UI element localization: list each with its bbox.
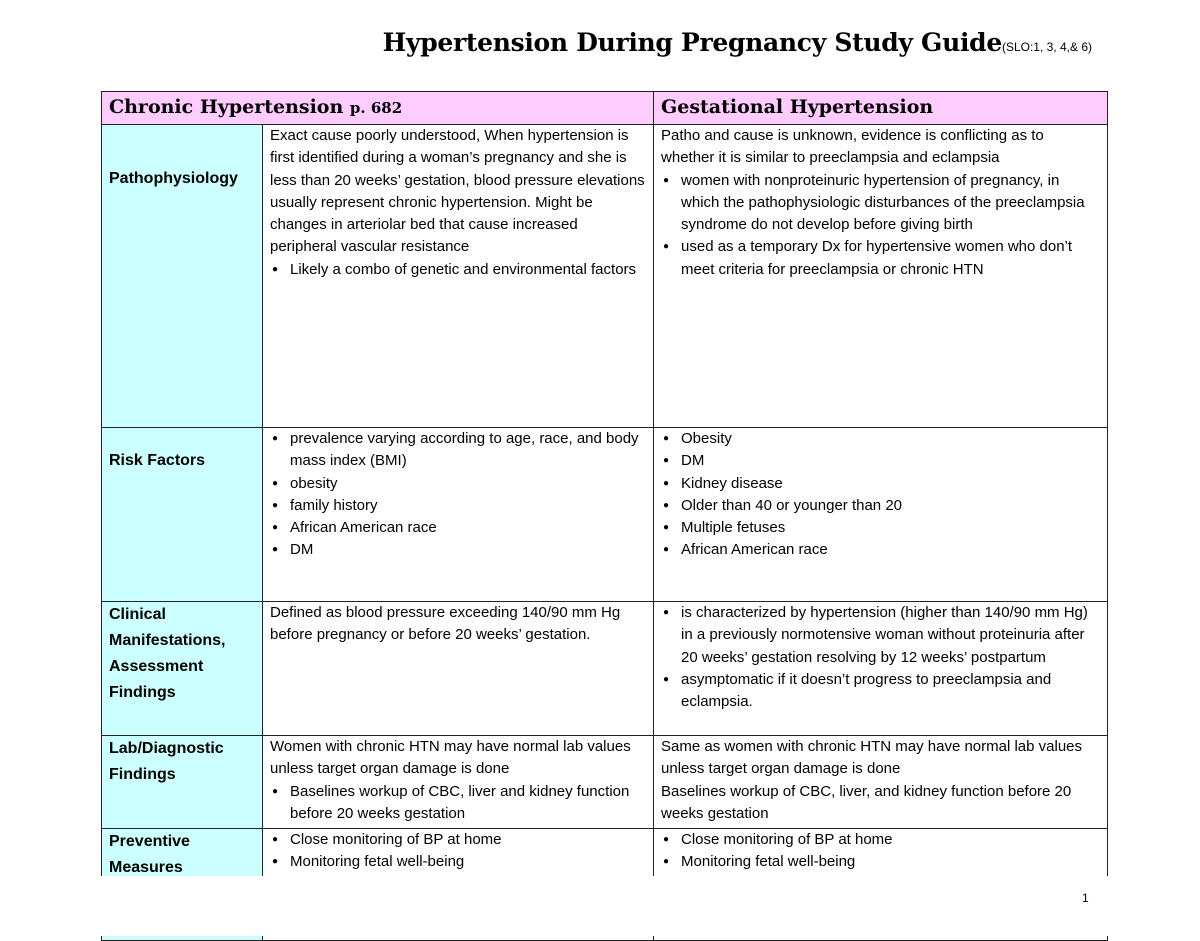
- page-number: 1: [1082, 891, 1089, 905]
- cell-chronic-clinical: [263, 602, 654, 736]
- page-bottom-margin: [101, 876, 1108, 936]
- list-item: ● prevalence varying according to age, race, and body mass index (BMI): [290, 428, 647, 473]
- list-item: ● Monitoring fetal well-being: [290, 851, 647, 873]
- list-item: ● Multiple fetuses: [681, 517, 1101, 539]
- header-chronic: Chronic Hypertension p. 682: [102, 92, 654, 125]
- list-item: ● Obesity: [681, 428, 1101, 450]
- list-item: ● Likely a combo of genetic and environmental factors: [290, 259, 647, 281]
- title-main: Hypertension During Pregnancy Study Guide: [382, 28, 1002, 57]
- list-item: ● Close monitoring of BP at home: [681, 829, 1101, 851]
- list-item: ● Older than 40 or younger than 20: [681, 495, 1101, 517]
- cell-chronic-patho: [263, 125, 654, 428]
- chronic-lab-text: Women with chronic HTN may have normal lab values unless target organ damage is done: [270, 738, 631, 778]
- cell-chronic-risk: [263, 428, 654, 602]
- list-item: ● Kidney disease: [681, 473, 1101, 495]
- title-slo: (SLO:1, 3, 4,& 6): [1001, 40, 1092, 54]
- list-item: ● women with nonproteinuric hypertension of pregnancy, in which the pathophysiologic disturbances of the preeclampsia syndrome do not develop before giving birth: [681, 170, 1101, 237]
- list-item: ● used as a temporary Dx for hypertensive women who don’t meet criteria for preeclampsia or chronic HTN: [681, 236, 1101, 281]
- gest-lab-text-2: Baselines workup of CBC, liver, and kidney function before 20 weeks gestation: [661, 782, 1072, 822]
- table-header-row: [102, 92, 1108, 125]
- list-item: ● DM: [681, 450, 1101, 472]
- list-item: ● DM: [290, 539, 647, 561]
- cell-gest-patho: [654, 125, 1108, 428]
- row-label-clinical: Clinical Manifestations, Assessment Findings: [102, 602, 263, 736]
- list-item: ● Close monitoring of BP at home: [290, 829, 647, 851]
- chronic-clinical-text: Defined as blood pressure exceeding 140/90 mm Hg before pregnancy or before 20 weeks’ gestation.: [270, 604, 621, 644]
- page-title: [0, 28, 1092, 57]
- gest-patho-text: Patho and cause is unknown, evidence is conflicting as to whether it is similar to preeclampsia and eclampsia: [661, 127, 1044, 167]
- table-row-lab: [102, 736, 1108, 829]
- row-label-risk-factors: Risk Factors: [102, 428, 263, 602]
- chronic-patho-text: Exact cause poorly understood, When hypertension is first identified during a woman’s pregnancy and she is less than 20 weeks’ gestation, blood pressure elevations usually represent chronic hypertension. Might be changes in arteriolar bed that cause increased peripheral vascular resistance: [270, 127, 645, 256]
- study-guide-table: [101, 91, 1108, 941]
- cell-gest-lab: [654, 736, 1108, 829]
- row-label-pathophysiology: Pathophysiology: [102, 125, 263, 428]
- gest-lab-text-1: Same as women with chronic HTN may have normal lab values unless target organ damage is done: [661, 738, 1083, 778]
- list-item: ● Baselines workup of CBC, liver and kidney function before 20 weeks gestation: [290, 781, 647, 826]
- list-item: ● is characterized by hypertension (higher than 140/90 mm Hg) in a previously normotensive woman without proteinuria after 20 weeks’ gestation resolving by 12 weeks’ postpartum: [681, 602, 1101, 669]
- row-label-preventive: Preventive Measures: [102, 829, 263, 941]
- cell-gest-clinical: [654, 602, 1108, 736]
- table-row-clinical: [102, 602, 1108, 736]
- list-item: ● obesity: [290, 473, 647, 495]
- list-item: ● family history: [290, 495, 647, 517]
- table-row-pathophysiology: [102, 125, 1108, 428]
- list-item: ● African American race: [290, 517, 647, 539]
- cell-chronic-lab: [263, 736, 654, 829]
- header-page-ref: p. 682: [349, 99, 403, 117]
- list-item: ● asymptomatic if it doesn’t progress to preeclampsia and eclampsia.: [681, 669, 1101, 714]
- row-label-lab: Lab/Diagnostic Findings: [102, 736, 263, 829]
- header-gestational: Gestational Hypertension: [654, 92, 1108, 125]
- table-row-risk-factors: [102, 428, 1108, 602]
- cell-gest-risk: [654, 428, 1108, 602]
- list-item: ● Monitoring fetal well-being: [681, 851, 1101, 873]
- list-item: ● African American race: [681, 539, 1101, 561]
